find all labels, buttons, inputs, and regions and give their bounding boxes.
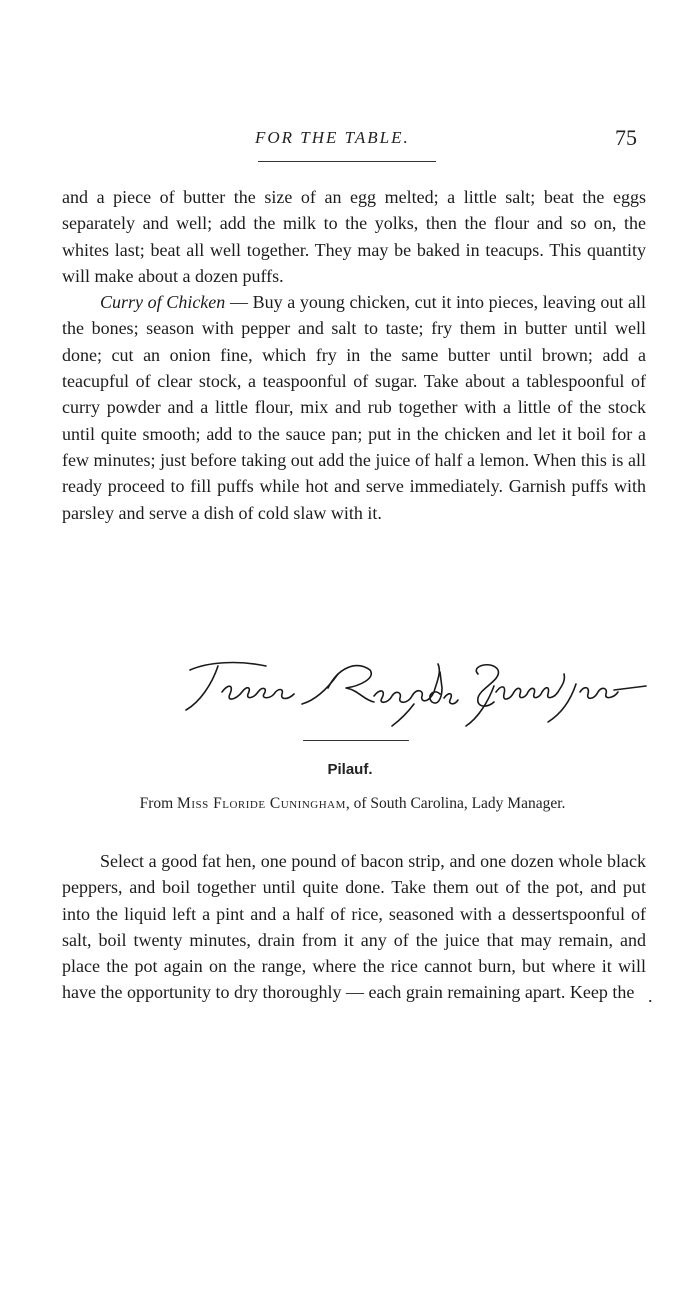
lower-text-block [62,848,646,1006]
header-rule [258,161,436,162]
curry-title: Curry of Chicken [100,292,226,313]
recipe-title: Pilauf. [327,761,373,778]
handwritten-signature [178,648,648,728]
curry-text: Buy a young chicken, cut it into pieces, leaving out all the bones; season with pepper and salt to taste; fry them in butter until well done; cut an onion fine, which fry in the same butter until brown; add a teacupful of clear stock, a teaspoonful of sugar. Take about a tablespoonful of curry powder and a little flour, mix and rub together with a little of the stock until quite smooth; add to the sauce pan; put in the chicken and let it boil for a few minutes; just before taking out add the juice of half a lemon. When this is all ready proceed to fill puffs while hot and serve immediately. Garnish puffs with parsley and serve a dish of cold slaw with it. [62,292,647,523]
pilauf-paragraph: Select a good fat hen, one pound of bacon strip, and one dozen whole black peppers, and boil together until quite done. Take them out of the pot, and put into the liquid left a pint and a half of rice, seasoned with a dessertspoonful of salt, boil twenty minutes, drain from it any of the juice that may remain, and place the pot again on the range, where the rice cannot burn, but where it will have the opportunity to dry thoroughly — each grain remaining apart. Keep the [62,851,646,1003]
continuation-paragraph: and a piece of butter the size of an egg melted; a little salt; beat the eggs separately and well; add the milk to the yolks, then the flour and so on, the whites last; beat all well together. They may be baked in teacups. This quantity will make about a dozen puffs. [62,187,646,286]
curry-dash: — [225,292,253,313]
stray-print-mark: . [648,986,653,1006]
section-rule [303,740,409,741]
upper-text-block [62,184,646,526]
curry-paragraph [62,289,646,526]
page-number: 75 [615,125,637,150]
attribution-prefix: From [139,795,178,812]
attribution-suffix: , of South Carolina, Lady Manager. [345,795,566,812]
attribution-name: Miss Floride Cuningham [177,795,346,812]
recipe-attribution [80,793,625,815]
running-title: FOR THE TABLE. [255,128,410,147]
running-header [0,125,700,165]
